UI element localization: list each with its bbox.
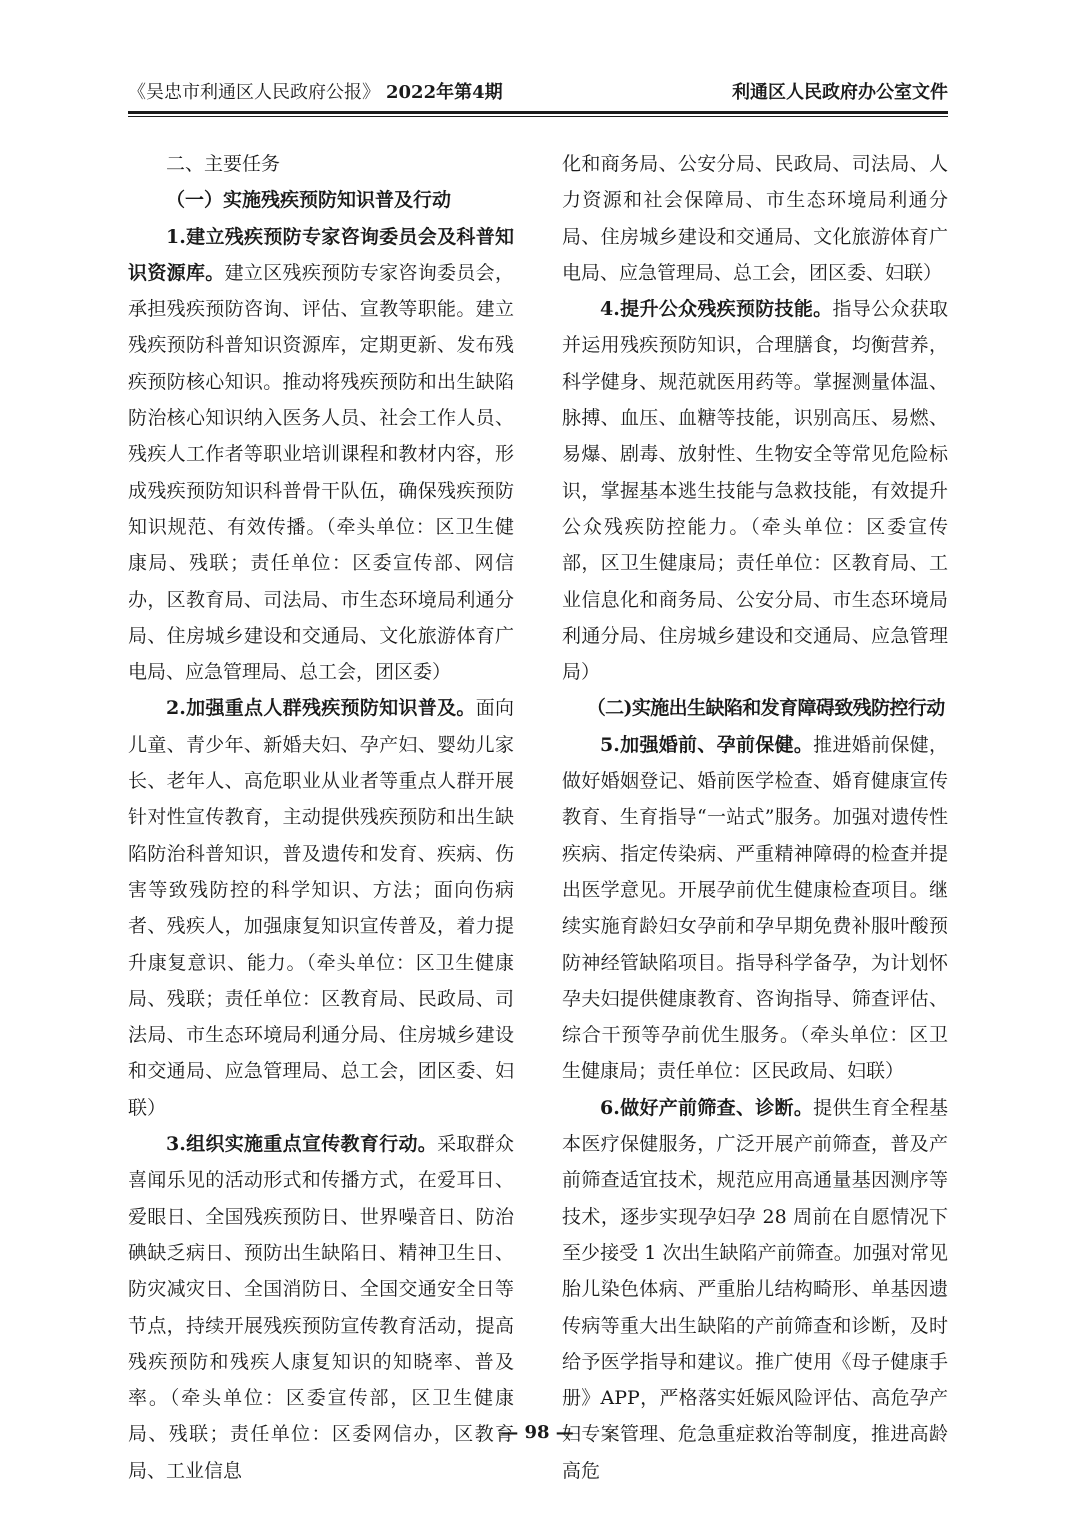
left-column (128, 146, 514, 1489)
paragraph-3-continued: 化和商务局、公安分局、民政局、司法局、人力资源和社会保障局、市生态环境局利通分局、住房城乡建设和交通局、文化旅游体育广电局、应急管理局、总工会，团区委、妇联） (562, 153, 948, 284)
office-name: 利通区人民政府办公室文件 (732, 82, 948, 103)
paragraph-1-lead: 1.建立残疾预防专家咨询委员会及科普知识资源库。 (128, 225, 514, 284)
subsection-title-2: （二)实施出生缺陷和发育障碍致残防控行动 (586, 697, 945, 720)
paragraph-4-body: 指导公众获取并运用残疾预防知识，合理膳食，均衡营养，科学健身、规范就医用药等。掌握测量体温、脉搏、血压、血糖等技能，识别高压、易燃、易爆、剧毒、放射性、生物安全等常见危险标识，掌握基本逃生技能与急救技能，有效提升公众残疾防控能力。（牵头单位：区委宣传部，区卫生健康局；责任单位：区教育局、工业信息化和商务局、公安分局、市生态环境局利通分局、住房城乡建设和交通局、应急管理局） (562, 298, 948, 684)
header-rule-thick (128, 111, 948, 114)
paragraph-3-body: 采取群众喜闻乐见的活动形式和传播方式，在爱耳日、爱眼日、全国残疾预防日、世界噪音日、防治碘缺乏病日、预防出生缺陷日、精神卫生日、防灾减灾日、全国消防日、全国交通安全日等节点，持续开展残疾预防宣传教育活动，提高残疾预防和残疾人康复知识的知晓率、普及率。（牵头单位：区委宣传部，区卫生健康局、残联；责任单位：区委网信办，区教育局、工业信息 (128, 1133, 514, 1482)
paragraph-5-lead: 5.加强婚前、孕前保健。 (600, 733, 814, 756)
right-column (562, 146, 948, 1489)
paragraph-2-lead: 2.加强重点人群残疾预防知识普及。 (166, 697, 476, 720)
paragraph-6-lead: 6.做好产前筛查、诊断。 (600, 1096, 814, 1119)
paragraph-4 (562, 291, 948, 690)
journal-name: 《吴忠市利通区人民政府公报》 (128, 82, 380, 103)
paragraph-2 (128, 690, 514, 1126)
page-header (128, 78, 948, 108)
paragraph-5-body: 推进婚前保健，做好婚姻登记、婚前医学检查、婚育健康宣传教育、生育指导“一站式”服务。加强对遗传性疾病、指定传染病、严重精神障碍的检查并提出医学意见。开展孕前优生健康检查项目。继续实施育龄妇女孕前和孕早期免费补服叶酸预防神经管缺陷项目。指导科学备孕，为计划怀孕夫妇提供健康教育、咨询指导、筛查评估、综合干预等孕前优生服务。（牵头单位：区卫生健康局；责任单位：区民政局、妇联） (562, 733, 948, 1083)
paragraph-5 (562, 727, 948, 1090)
issue-number: 2022年第4期 (386, 82, 503, 103)
paragraph-1-body: 建立区残疾预防专家咨询委员会，承担残疾预防咨询、评估、宣教等职能。建立残疾预防科普知识资源库，定期更新、发布残疾预防核心知识。推动将残疾预防和出生缺陷防治核心知识纳入医务人员、社会工作人员、残疾人工作者等职业培训课程和教材内容，形成残疾预防知识科普骨干队伍，确保残疾预防知识规范、有效传播。（牵头单位：区卫生健康局、残联；责任单位：区委宣传部、网信办，区教育局、司法局、市生态环境局利通分局、住房城乡建设和交通局、文化旅游体育广电局、应急管理局、总工会，团区委） (128, 261, 514, 684)
section-title: 二、主要任务 (166, 153, 281, 175)
paragraph-2-body: 面向儿童、青少年、新婚夫妇、孕产妇、婴幼儿家长、老年人、高危职业从业者等重点人群开展针对性宣传教育，主动提供残疾预防和出生缺陷防治科普知识，普及遗传和发育、疾病、伤害等致残防控的科学知识、方法；面向伤病者、残疾人，加强康复知识宣传普及，着力提升康复意识、能力。（牵头单位：区卫生健康局、残联；责任单位：区教育局、民政局、司法局、市生态环境局利通分局、住房城乡建设和交通局、应急管理局、总工会，团区委、妇联） (128, 697, 514, 1119)
paragraph-4-lead: 4.提升公众残疾预防技能。 (600, 298, 833, 321)
journal-title (128, 78, 503, 104)
paragraph-1 (128, 219, 514, 691)
paragraph-6-body: 提供生育全程基本医疗保健服务，广泛开展产前筛查，普及产前筛查适宜技术，规范应用高通量基因测序等技术，逐步实现孕妇孕 28 周前在自愿情况下至少接受 1 次出生缺陷产前筛查。加强对常见胎儿染色体病、严重胎儿结构畸形、单基因遗传病等重大出生缺陷的产前筛查和诊断，及时给予医学指导和建议。推广使用《母子健康手册》APP，严格落实妊娠风险评估、高危孕产妇专案管理、危急重症救治等制度，推进高龄高危 (562, 1096, 948, 1482)
header-rule-thin (128, 116, 948, 117)
paragraph-3-lead: 3.组织实施重点宣传教育行动。 (166, 1133, 438, 1156)
subsection-title-1: （一）实施残疾预防知识普及行动 (166, 189, 452, 212)
page-number: — 98 — (500, 1422, 574, 1443)
